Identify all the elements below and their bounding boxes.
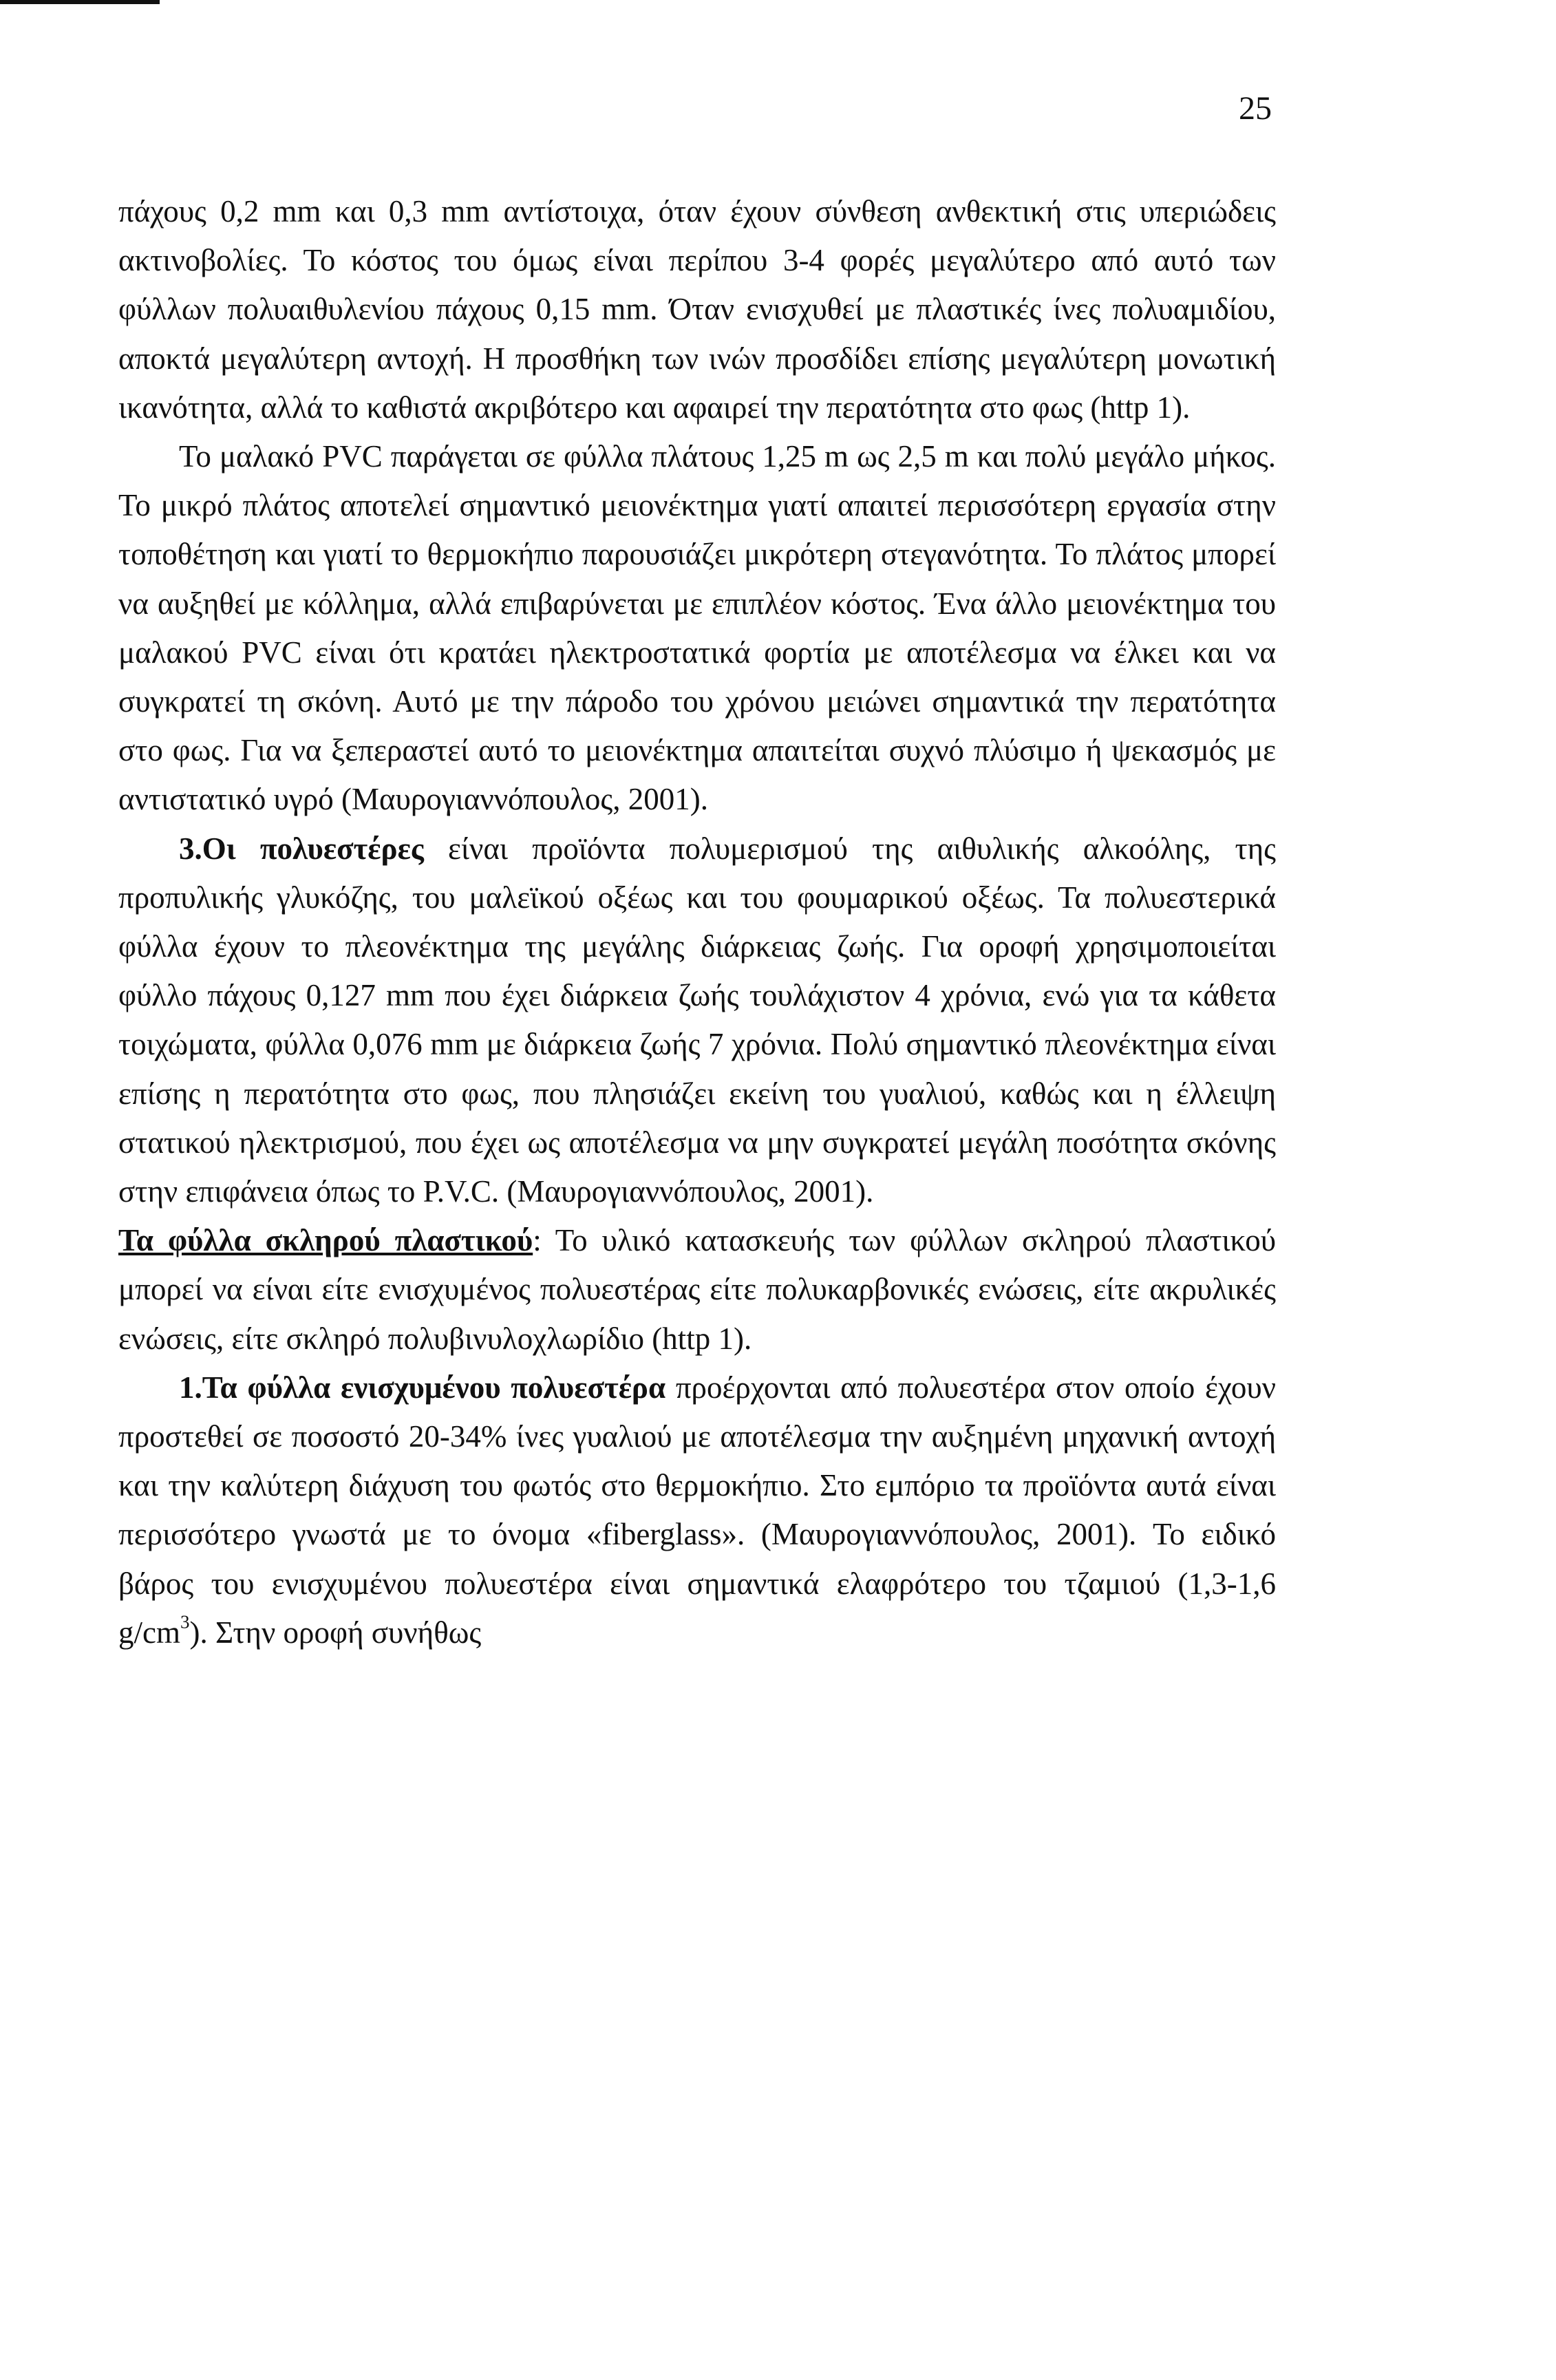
paragraph-text: πάχους 0,2 mm και 0,3 mm αντίστοιχα, όταν έχουν σύνθεση ανθεκτική στις υπεριώδεις ακτινοβολίες. Το κόστος του όμως είναι περίπου 3-4 φορές μεγαλύτερο από αυτό των φύλλων πολυαιθυλενίου πάχους 0,15 mm. Όταν ενισχυθεί με πλαστικές ίνες πολυαμιδίου, αποκτά μεγαλύτερη αντοχή. Η προσθήκη των ινών προσδίδει επίσης μεγαλύτερη μονωτική ικανότητα, αλλά το καθιστά ακριβότερο και αφαιρεί την περατότητα στο φως (http 1). bbox=[118, 194, 1276, 425]
page-number: 25 bbox=[1239, 90, 1272, 127]
top-edge-rule bbox=[0, 0, 160, 4]
superscript-3: 3 bbox=[180, 1611, 190, 1633]
paragraph-reinforced-polyester bbox=[118, 1363, 1276, 1657]
paragraph-text: προέρχονται από πολυεστέρα στον οποίο έχουν προστεθεί σε ποσοστό 20-34% ίνες γυαλιού με αποτέλεσμα την αυξημένη μηχανική αντοχή και την καλύτερη διάχυση του φωτός στο θερμοκήπιο. Στο εμπόριο τα προϊόντα αυτά είναι περισσότερο γνωστά με το όνομα «fiberglass». (Μαυρογιαννόπουλος, 2001). Το ειδικό βάρος του ενισχυμένου πολυεστέρα είναι σημαντικά ελαφρότερο του τζαμιού (1,3-1,6 g/cm bbox=[118, 1370, 1276, 1650]
paragraph-hard-plastic-sheets bbox=[118, 1216, 1276, 1363]
paragraph-pvc-thickness bbox=[118, 187, 1276, 432]
paragraph-text: είναι προϊόντα πολυμερισμού της αιθυλικής αλκοόλης, της προπυλικής γλυκόζης, του μαλεϊκού οξέως και του φουμαρικού οξέως. Τα πολυεστερικά φύλλα έχουν το πλεονέκτημα της μεγάλης διάρκειας ζωής. Για οροφή χρησιμοποιείται φύλλο πάχους 0,127 mm που έχει διάρκεια ζωής τουλάχιστον 4 χρόνια, ενώ για τα κάθετα τοιχώματα, φύλλα 0,076 mm με διάρκεια ζωής 7 χρόνια. Πολύ σημαντικό πλεονέκτημα είναι επίσης η περατότητα στο φως, που πλησιάζει εκείνη του γυαλιού, καθώς και η έλλειψη στατικού ηλεκτρισμού, που έχει ως αποτέλεσμα να μην συγκρατεί μεγάλη ποσότητα σκόνης στην επιφάνεια όπως το P.V.C. (Μαυρογιαννόπουλος, 2001). bbox=[118, 831, 1276, 1209]
paragraph-soft-pvc bbox=[118, 432, 1276, 825]
paragraph-text: : Το υλικό κατασκευής των φύλλων σκληρού πλαστικού μπορεί να είναι είτε ενισχυμένος πολυεστέρας είτε πολυκαρβονικές ενώσεις, είτε ακρυλικές ενώσεις, είτε σκληρό πολυβινυλοχλωρίδιο (http 1). bbox=[118, 1223, 1277, 1356]
body-text bbox=[118, 187, 1276, 1657]
reinforced-polyester-lead: 1.Τα φύλλα ενισχυμένου πολυεστέρα bbox=[179, 1370, 666, 1405]
paragraph-text: Το μαλακό PVC παράγεται σε φύλλα πλάτους 1,25 m ως 2,5 m και πολύ μεγάλο μήκος. Το μικρό πλάτος αποτελεί σημαντικό μειονέκτημα γιατί απαιτεί περισσότερη εργασία στην τοποθέτηση και γιατί το θερμοκήπιο παρουσιάζει μικρότερη στεγανότητα. Το πλάτος μπορεί να αυξηθεί με κόλλημα, αλλά επιβαρύνεται με επιπλέον κόστος. Ένα άλλο μειονέκτημα του μαλακού PVC είναι ότι κρατάει ηλεκτροστατικά φορτία με αποτέλεσμα να έλκει και να συγκρατεί τη σκόνη. Αυτό με την πάροδο του χρόνου μειώνει σημαντικά την περατότητα στο φως. Για να ξεπεραστεί αυτό το μειονέκτημα απαιτείται συχνό πλύσιμο ή ψεκασμός με αντιστατικό υγρό (Μαυρογιαννόπουλος, 2001). bbox=[118, 439, 1276, 817]
paragraph-polyesters bbox=[118, 825, 1276, 1217]
paragraph-tail: ). Στην οροφή συνήθως bbox=[189, 1615, 482, 1650]
polyesters-lead: 3.Οι πολυεστέρες bbox=[179, 831, 424, 866]
hard-plastic-heading: Τα φύλλα σκληρού πλαστικού bbox=[118, 1223, 533, 1258]
